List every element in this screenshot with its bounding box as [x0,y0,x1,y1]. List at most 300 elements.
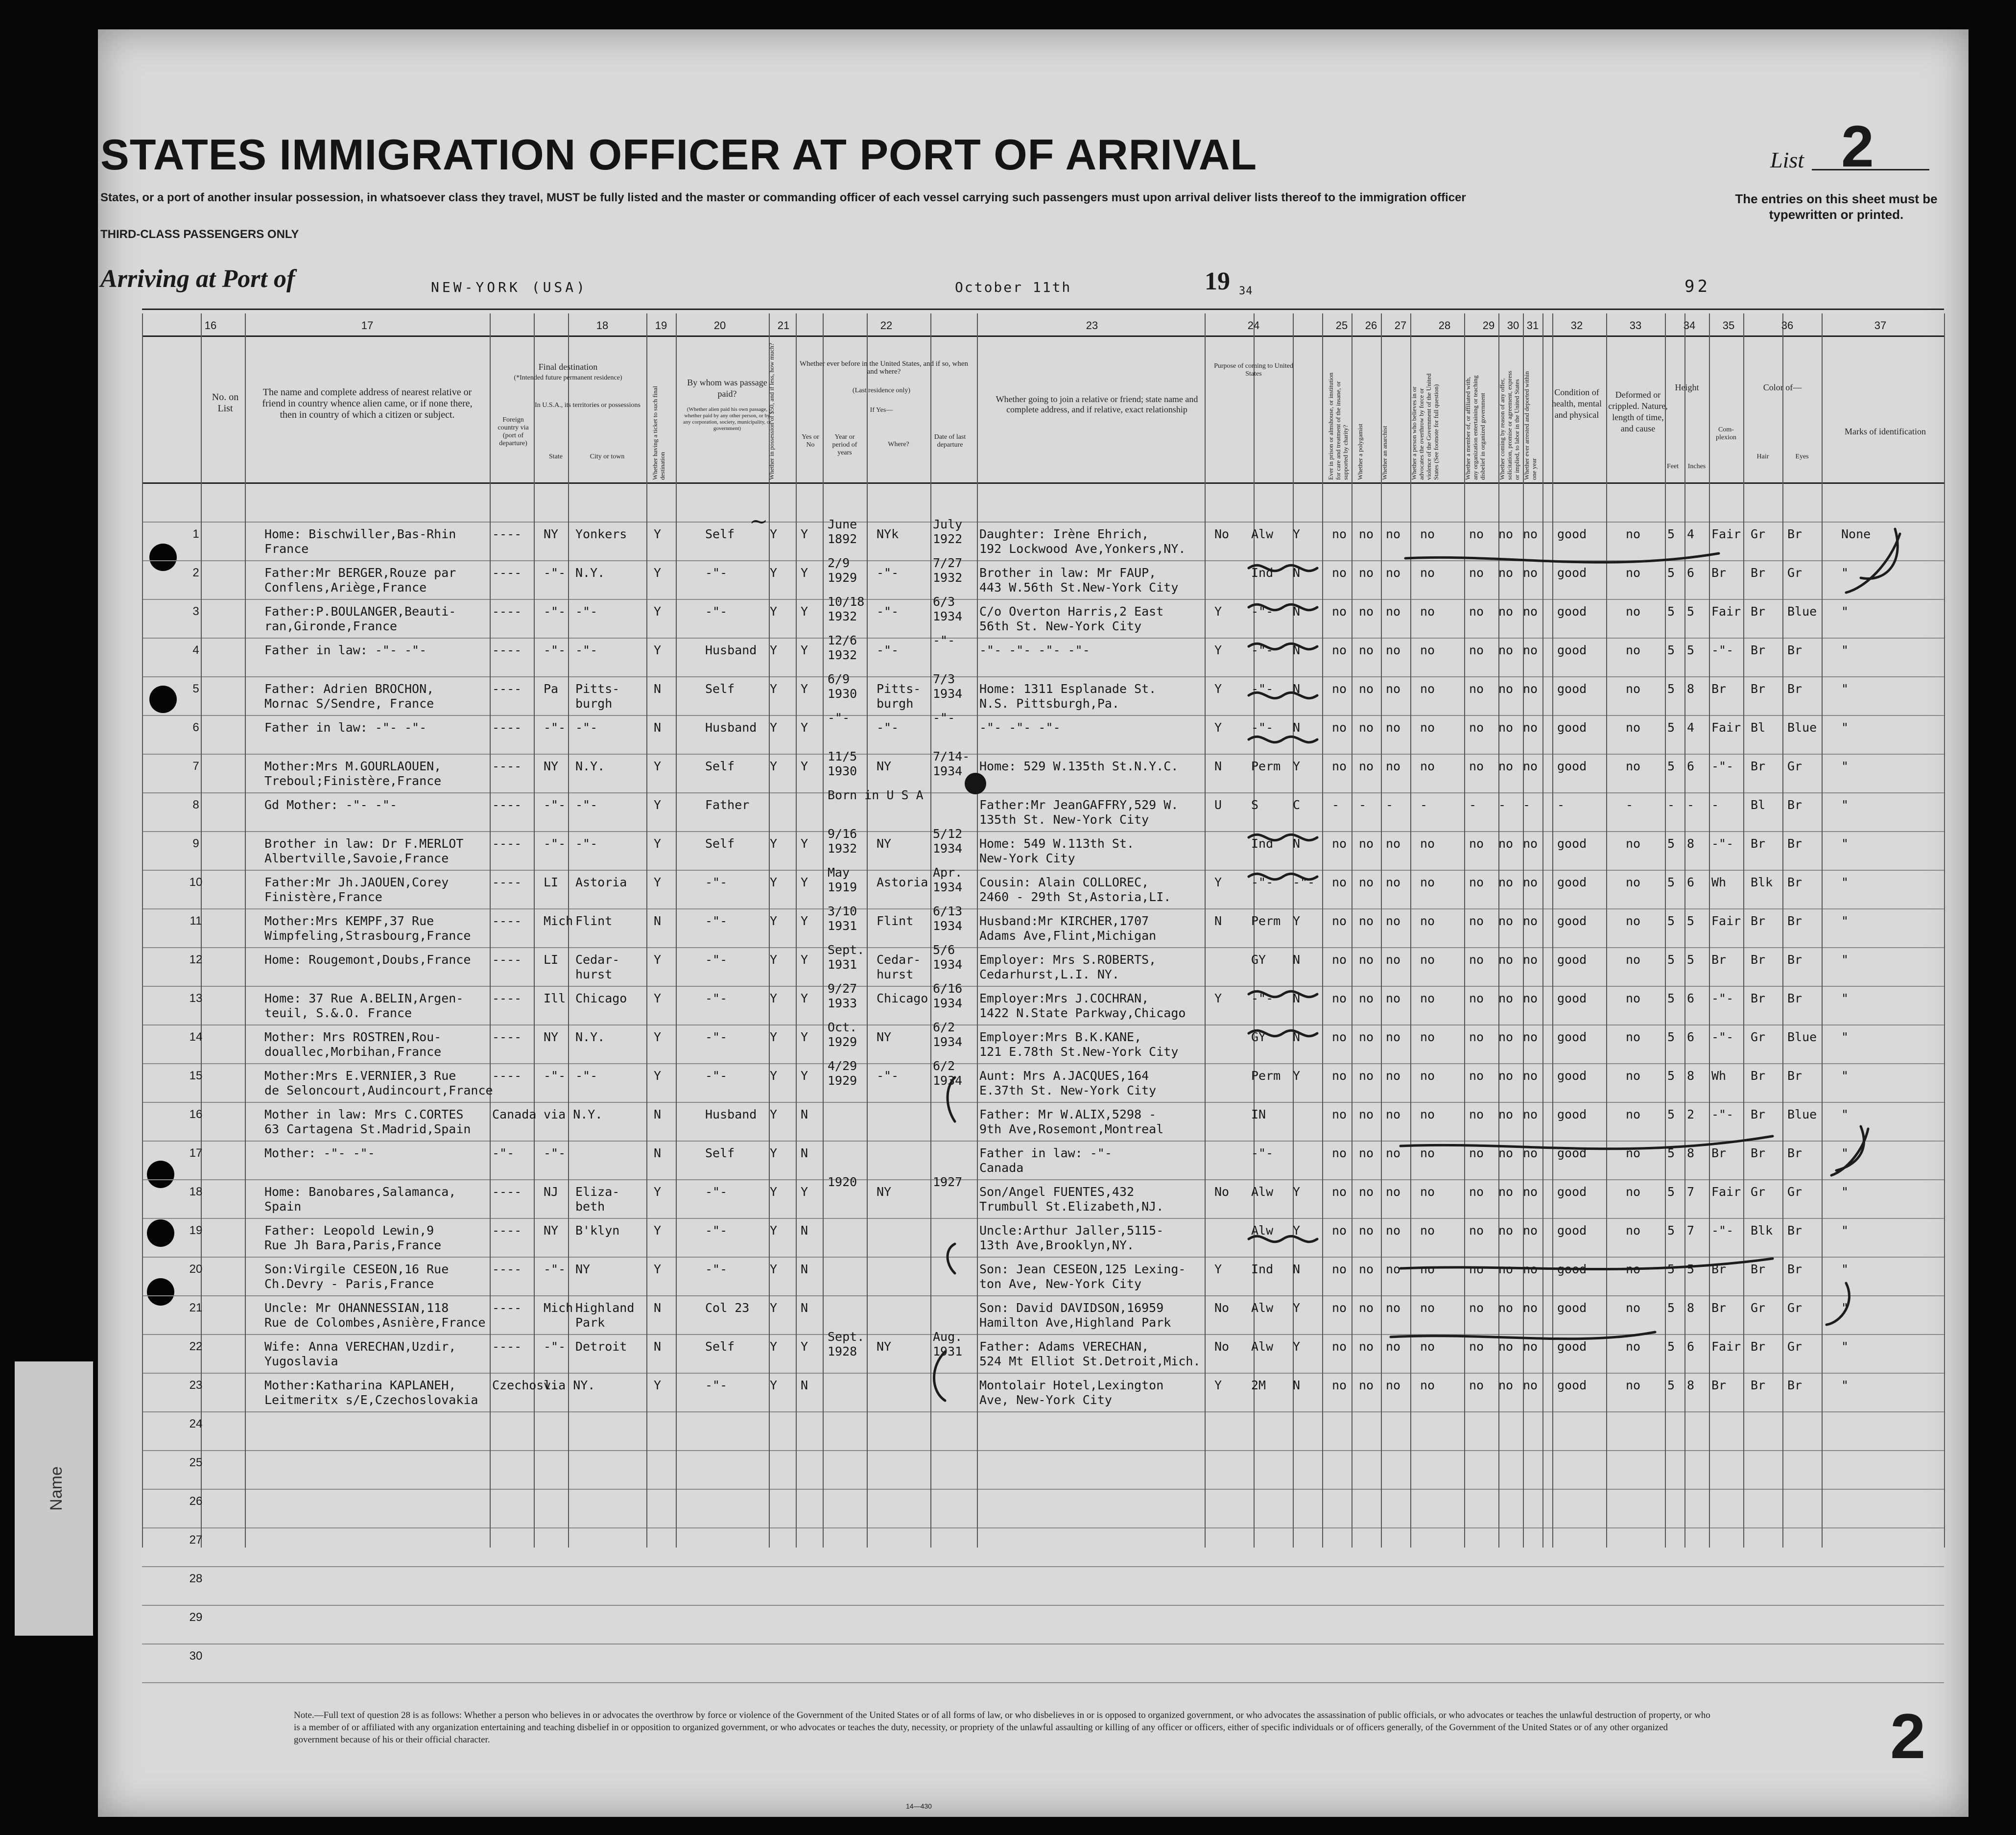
question-q29-cell: - [1469,798,1477,812]
year-period-line2: 1930 [828,687,857,701]
footnote-q28: Note.—Full text of question 28 is as follows: Whether a person who believes in or advocates the overthrow by force or violence of the Government of the United States or of all forms of law, or who disbelieves in or is opposed to organized government, or who advocates the assassination of public officials, or who advocates or teaches the unlawful destruction of property, or who is a member of or affiliated with any organization entertaining and teaching disbelief in or opposition to organized government, or who advocates or teaches the duty, necessity, or propriety of the unlawful assaulting or killing of any officer or officers, either of specific individuals or of officers generally, of the Government of the United States or of any other organized government because of his or their official character. [294,1710,1710,1745]
purpose-remain-cell: N [1293,953,1301,967]
departure-date-cell: 6/3 [933,595,955,609]
destination-state: NY [544,759,559,773]
question-q28-cell: no [1420,1069,1435,1083]
row-number: 20 [189,1263,203,1276]
height-feet-cell: 5 [1667,759,1675,773]
column-number: 36 [1781,319,1794,332]
destination-state: -"- [544,1146,566,1160]
relative-address: Wife: Anna VERECHAN,Uzdir, [264,1339,456,1354]
relative-address: Mother:Mrs E.VERNIER,3 Rue [264,1069,456,1083]
height-feet-cell: 5 [1667,604,1675,619]
relative-address: Father: Leopold Lewin,9 [264,1223,434,1238]
row-number: 10 [189,876,203,889]
purpose-length-cell: -"- [1251,1146,1274,1160]
question-q27-cell: no [1386,759,1401,773]
column-number: 30 [1507,319,1519,332]
purpose-length-cell: Alw [1251,527,1274,541]
hair-color-cell: Br [1751,1107,1766,1121]
question-q25-cell: no [1332,1069,1347,1083]
question-q29-cell: no [1469,527,1484,541]
relative-address-line2: Finistère,France [264,890,382,904]
question-q31-cell: no [1523,991,1538,1005]
height-feet-cell: 5 [1667,1223,1675,1238]
row-number: 24 [189,1417,203,1430]
header-polygamist: Whether a polygamist [1356,424,1364,480]
header-marks: Marks of identification [1845,427,1926,436]
purpose-remain-cell: N [1293,1378,1301,1392]
possession-cell: Y [770,527,778,541]
hair-color-cell: Bl [1751,720,1766,735]
eye-color-cell: Br [1787,643,1803,657]
relative-address-line2: Wimpfeling,Strasbourg,France [264,929,471,943]
purpose-length-cell: S [1251,798,1259,812]
departure-date-line2: 1934 [933,957,963,972]
purpose-remain-cell: N [1293,643,1301,657]
column-number: 27 [1394,319,1407,332]
departure-date-line2: 1934 [933,1035,963,1049]
hair-color-cell: Gr [1751,1030,1766,1044]
column-number: 34 [1683,319,1696,332]
height-feet-cell: 5 [1667,1301,1675,1315]
header-nearest-relative: The name and complete address of nearest relative or friend in country whence alien came, or if none there, then in country of which a citizen or subject. [262,387,473,420]
possession-cell: Y [770,1146,778,1160]
question-q31-cell: no [1523,1301,1538,1315]
question-q30-cell: no [1498,1185,1514,1199]
header-purpose: Purpose of coming to United States [1214,362,1293,378]
question-q25-cell: no [1332,566,1347,580]
header-no-on-list: No. on List [212,392,239,414]
height-inches-cell: 6 [1687,1030,1695,1044]
question-q28-cell: no [1420,1223,1435,1238]
passage-paid-cell: -"- [705,875,728,889]
possession-cell: Y [770,914,778,928]
passage-paid-cell: Self [705,759,735,773]
deformed-cell: no [1626,566,1641,580]
hair-color-cell: Gr [1751,1185,1766,1199]
joining-line2: 524 Mt Elliot St.Detroit,Mich. [979,1354,1201,1368]
question-q29-cell: no [1469,1339,1484,1354]
relative-address-line2: teuil, S.&.O. France [264,1006,412,1020]
question-q29-cell: no [1469,1107,1484,1121]
height-inches-cell: 7 [1687,1223,1695,1238]
eye-color-cell: Br [1787,1262,1803,1276]
relative-address: Mother:Mrs KEMPF,37 Rue [264,914,434,928]
header-ticket: Whether having a ticket to such final destination [651,385,666,480]
health-cell: good [1557,1262,1587,1276]
purpose-cell: Y [1214,682,1222,696]
purpose-remain-cell: -"- [1293,875,1315,889]
question-q31-cell: no [1523,604,1538,619]
year-period-cell: Sept. [828,1330,865,1344]
foreign-country: ---- [492,682,522,696]
joining-cell: Employer: Mrs S.ROBERTS, [979,953,1157,967]
foreign-country: ---- [492,991,522,1005]
header-q28: Whether a person who believes in or advocates the overthrow by force or violence of the Government of the United States (See footnote for full question) [1410,373,1440,480]
question-q26-cell: no [1359,1146,1374,1160]
purpose-cell: Y [1214,643,1222,657]
height-feet-cell: 5 [1667,914,1675,928]
list-label: List [1770,147,1804,172]
height-inches-cell: 5 [1687,914,1695,928]
possession-cell: Y [770,875,778,889]
marks-cell: " [1841,1378,1849,1392]
question-q31-cell: no [1523,1069,1538,1083]
marks-cell: " [1841,1185,1849,1199]
question-q28-cell: no [1420,1262,1435,1276]
header-if-yes: If Yes— [870,406,893,414]
height-inches-cell: 6 [1687,759,1695,773]
row-number: 25 [189,1456,203,1469]
relative-address: Father in law: -"- -"- [264,720,427,735]
departure-date-line2: 1934 [933,1073,963,1088]
question-q29-cell: no [1469,1030,1484,1044]
joining-cell: Montolair Hotel,Lexington [979,1378,1164,1392]
height-feet-cell: 5 [1667,953,1675,967]
passage-paid-cell: Col 23 [705,1301,750,1315]
destination-city: N.Y. [575,1030,605,1044]
marks-cell: " [1841,682,1849,696]
height-inches-cell: 8 [1687,1378,1695,1392]
health-cell: good [1557,1301,1587,1315]
passage-paid-cell: Husband [705,1107,757,1121]
purpose-length-cell: Alw [1251,1301,1274,1315]
purpose-remain-cell: N [1293,1262,1301,1276]
question-q31-cell: no [1523,643,1538,657]
passage-paid-cell: Husband [705,720,757,735]
height-inches-cell: 8 [1687,1301,1695,1315]
header-year-period: Year or period of years [832,433,857,456]
purpose-remain-cell: N [1293,1030,1301,1044]
question-q30-cell: no [1498,527,1514,541]
passage-paid-cell: -"- [705,991,728,1005]
column-number: 26 [1365,319,1377,332]
marks-cell: " [1841,604,1849,619]
height-feet-cell: 5 [1667,1146,1675,1160]
purpose-length-cell: Perm [1251,759,1281,773]
row-number: 13 [189,992,203,1005]
ticket-cell: Y [654,875,662,889]
height-inches-cell: - [1687,798,1695,812]
joining-cell: Aunt: Mrs A.JACQUES,164 [979,1069,1149,1083]
ticket-cell: N [654,914,662,928]
destination-state: Mich [544,914,573,928]
deformed-cell: no [1626,527,1641,541]
complexion-cell: Br [1711,1262,1727,1276]
marks-cell: " [1841,1262,1849,1276]
question-q31-cell: no [1523,682,1538,696]
ticket-cell: N [654,720,662,735]
marks-cell: " [1841,1107,1849,1121]
purpose-cell: N [1214,759,1222,773]
ever-before-cell: Y [801,1030,808,1044]
hair-color-cell: Br [1751,1262,1766,1276]
where-cell: -"- [877,643,899,657]
question-q30-cell: no [1498,643,1514,657]
marks-cell: " [1841,875,1849,889]
relative-address-line2: ran,Gironde,France [264,619,397,633]
question-q30-cell: no [1498,1301,1514,1315]
possession-cell: Y [770,759,778,773]
deformed-cell: no [1626,604,1641,619]
where-cell: NY [877,1030,892,1044]
destination-city: -"- [575,836,598,851]
year-period-line2: 1932 [828,841,857,856]
question-q27-cell: no [1386,1069,1401,1083]
joining-cell: Father:Mr JeanGAFFRY,529 W. [979,798,1179,812]
header-height: Height [1675,382,1699,392]
question-q30-cell: no [1498,875,1514,889]
height-inches-cell: 8 [1687,682,1695,696]
deformed-cell: no [1626,875,1641,889]
health-cell: good [1557,953,1587,967]
question-q26-cell: no [1359,1030,1374,1044]
year-period-cell: 12/6 [828,633,857,647]
complexion-cell: Fair [1711,914,1741,928]
purpose-length-cell: GY [1251,953,1266,967]
destination-state: Mich [544,1301,573,1315]
row-number: 16 [189,1108,203,1121]
marks-cell: " [1841,1301,1849,1315]
health-cell: good [1557,1107,1587,1121]
question-q27-cell: no [1386,643,1401,657]
question-q27-cell: no [1386,1378,1401,1392]
foreign-country: ---- [492,1223,522,1238]
relative-address-line2: Mornac S/Sendre, France [264,696,434,711]
year-period-cell: 1920 [828,1175,857,1189]
question-q29-cell: no [1469,1146,1484,1160]
question-q27-cell: no [1386,1185,1401,1199]
ticket-cell: N [654,1107,662,1121]
header-in-usa: In U.S.A., its territories or possessions [535,402,640,409]
health-cell: good [1557,836,1587,851]
ticket-cell: Y [654,1069,662,1083]
possession-cell: Y [770,1107,778,1121]
year-period-line2: 1932 [828,609,857,623]
year-period-line2: 1929 [828,571,857,585]
destination-city: Flint [575,914,613,928]
row-number: 8 [192,798,199,811]
question-q26-cell: no [1359,1185,1374,1199]
question-q26-cell: no [1359,566,1374,580]
foreign-country: ---- [492,875,522,889]
where-cell: -"- [877,1069,899,1083]
health-cell: good [1557,1378,1587,1392]
relative-address: Gd Mother: -"- -"- [264,798,397,812]
ever-before-cell: Y [801,759,808,773]
relative-address: Brother in law: Dr F.MERLOT [264,836,464,851]
purpose-length-cell: IN [1251,1107,1266,1121]
joining-line2: 121 E.78th St.New-York City [979,1045,1179,1059]
year-period-line2: 1931 [828,919,857,933]
row-number: 14 [189,1030,203,1044]
deformed-cell: no [1626,1339,1641,1354]
question-q27-cell: no [1386,720,1401,735]
column-number: 37 [1874,319,1887,332]
purpose-length-cell: Perm [1251,914,1281,928]
health-cell: good [1557,1030,1587,1044]
eye-color-cell: Blue [1787,604,1817,619]
purpose-remain-cell: Y [1293,527,1301,541]
row-number: 15 [189,1069,203,1082]
question-q25-cell: no [1332,720,1347,735]
departure-date-cell: 7/14- [933,749,970,763]
header-q31: Whether ever arrested and deported within one year [1523,371,1538,480]
departure-date-cell: Apr. [933,865,963,880]
column-number: 23 [1086,319,1098,332]
joining-line2: 1422 N.State Parkway,Chicago [979,1006,1186,1020]
health-cell: good [1557,914,1587,928]
passage-paid-cell: Self [705,836,735,851]
height-inches-cell: 6 [1687,991,1695,1005]
eye-color-cell: Gr [1787,1301,1803,1315]
hair-color-cell: Br [1751,566,1766,580]
foreign-country: ---- [492,566,522,580]
departure-date-line2: 1934 [933,609,963,623]
ticket-cell: Y [654,527,662,541]
foreign-country: ---- [492,604,522,619]
ever-before-cell: Y [801,527,808,541]
relative-address: Mother in law: Mrs C.CORTES [264,1107,464,1121]
ever-before-cell: Y [801,875,808,889]
relative-address-line2: de Seloncourt,Audincourt,France [264,1083,493,1097]
joining-line2: E.37th St. New-York City [979,1083,1157,1097]
question-q25-cell: no [1332,643,1347,657]
complexion-cell: -"- [1711,1223,1734,1238]
destination-state: NJ [544,1185,559,1199]
header-instruction: States, or a port of another insular possession, in whatsoever class they travel, MUST be fully listed and the master or commanding officer of each vessel carrying such passengers must upon arrival deliver lists thereof to the immigration officer [100,191,1466,204]
column-number: 31 [1526,319,1539,332]
ever-before-cell: Y [801,914,808,928]
question-q28-cell: no [1420,914,1435,928]
question-q25-cell: - [1332,798,1340,812]
question-q29-cell: no [1469,566,1484,580]
row-number: 21 [189,1301,203,1314]
question-q28-cell: no [1420,1301,1435,1315]
form-code: 14—430 [906,1802,932,1810]
question-q27-cell: no [1386,527,1401,541]
joining-cell: Home: 1311 Esplanade St. [979,682,1157,696]
relative-address: Son:Virgile CESEON,16 Rue [264,1262,449,1276]
question-q28-cell: no [1420,720,1435,735]
question-q30-cell: no [1498,759,1514,773]
question-q30-cell: no [1498,1107,1514,1121]
ticket-cell: Y [654,643,662,657]
passage-paid-cell: -"- [705,1069,728,1083]
marks-cell: " [1841,1069,1849,1083]
height-inches-cell: 5 [1687,1262,1695,1276]
foreign-country: ---- [492,1262,522,1276]
relative-address-line2: Spain [264,1199,302,1214]
question-q26-cell: no [1359,759,1374,773]
purpose-length-cell: GY [1251,1030,1266,1044]
relative-address: Father:Mr Jh.JAOUEN,Corey [264,875,449,889]
row-number: 6 [192,721,199,734]
destination-state: -"- [544,836,566,851]
deformed-cell: no [1626,991,1641,1005]
marks-cell: " [1841,1223,1849,1238]
header-q30: Whether coming by reason of any offer, solicitation, promise or agreement, express or implied, to labor in the United States [1498,370,1520,480]
departure-date-line2: 1922 [933,532,963,546]
foreign-country: ---- [492,527,522,541]
row-number: 27 [189,1533,203,1547]
complexion-cell: Br [1711,682,1727,696]
arriving-label: Arriving at Port of [100,265,295,293]
question-q25-cell: no [1332,527,1347,541]
destination-state: Ill [544,991,566,1005]
question-q27-cell: no [1386,914,1401,928]
eye-color-cell: Br [1787,1146,1803,1160]
year-period-cell: 9/16 [828,827,857,841]
question-q29-cell: no [1469,1069,1484,1083]
question-q28-cell: no [1420,953,1435,967]
purpose-cell: No [1214,1301,1230,1315]
passage-paid-cell: -"- [705,1030,728,1044]
column-number: 32 [1570,319,1583,332]
purpose-cell: Y [1214,604,1222,619]
page-number-bottom: 2 [1890,1700,1926,1772]
year-period-line2: 1892 [828,532,857,546]
destination-city: -"- [575,798,598,812]
purpose-cell: Y [1214,875,1222,889]
joining-line2: 192 Lockwood Ave,Yonkers,NY. [979,542,1186,556]
hair-color-cell: Br [1751,1339,1766,1354]
health-cell: good [1557,720,1587,735]
year-period-cell: 4/29 [828,1059,857,1073]
column-number: 17 [361,319,374,332]
marks-cell: " [1841,643,1849,657]
question-q27-cell: no [1386,1107,1401,1121]
row-number: 19 [189,1224,203,1237]
deformed-cell: no [1626,1378,1641,1392]
complexion-cell: Fair [1711,1185,1741,1199]
header-deformed: Deformed or crippled. Nature, length of time, and cause [1608,390,1668,433]
height-inches-cell: 6 [1687,875,1695,889]
list-number: 2 [1841,114,1874,179]
destination-city: Chicago [575,991,627,1005]
destination-city: Eliza- [575,1185,620,1199]
question-q26-cell: no [1359,527,1374,541]
possession-cell: Y [770,720,778,735]
joining-cell: Husband:Mr KIRCHER,1707 [979,914,1149,928]
header-color-of: Color of— [1763,382,1802,392]
ever-before-cell: Y [801,1339,808,1354]
health-cell: good [1557,1223,1587,1238]
where-cell: NY [877,759,892,773]
joining-line2: 135th St. New-York City [979,812,1149,827]
height-feet-cell: 5 [1667,1339,1675,1354]
departure-date-line2: 1934 [933,996,963,1010]
header-possession: Whether in possession of $50, and if less, how much? [768,343,775,480]
departure-date-line2: 1932 [933,571,963,585]
relative-address-line2: Albertville,Savoie,France [264,851,449,865]
question-q25-cell: no [1332,1030,1347,1044]
question-q29-cell: no [1469,953,1484,967]
question-q31-cell: no [1523,836,1538,851]
question-q27-cell: no [1386,1262,1401,1276]
ever-before-cell: Y [801,991,808,1005]
column-number: 29 [1482,319,1495,332]
question-q28-cell: no [1420,682,1435,696]
height-feet-cell: 5 [1667,682,1675,696]
marks-cell: " [1841,991,1849,1005]
ticket-cell: N [654,682,662,696]
ticket-cell: Y [654,566,662,580]
departure-date-line2: 1934 [933,919,963,933]
departure-date-line2: 1934 [933,687,963,701]
possession-cell: Y [770,1185,778,1199]
